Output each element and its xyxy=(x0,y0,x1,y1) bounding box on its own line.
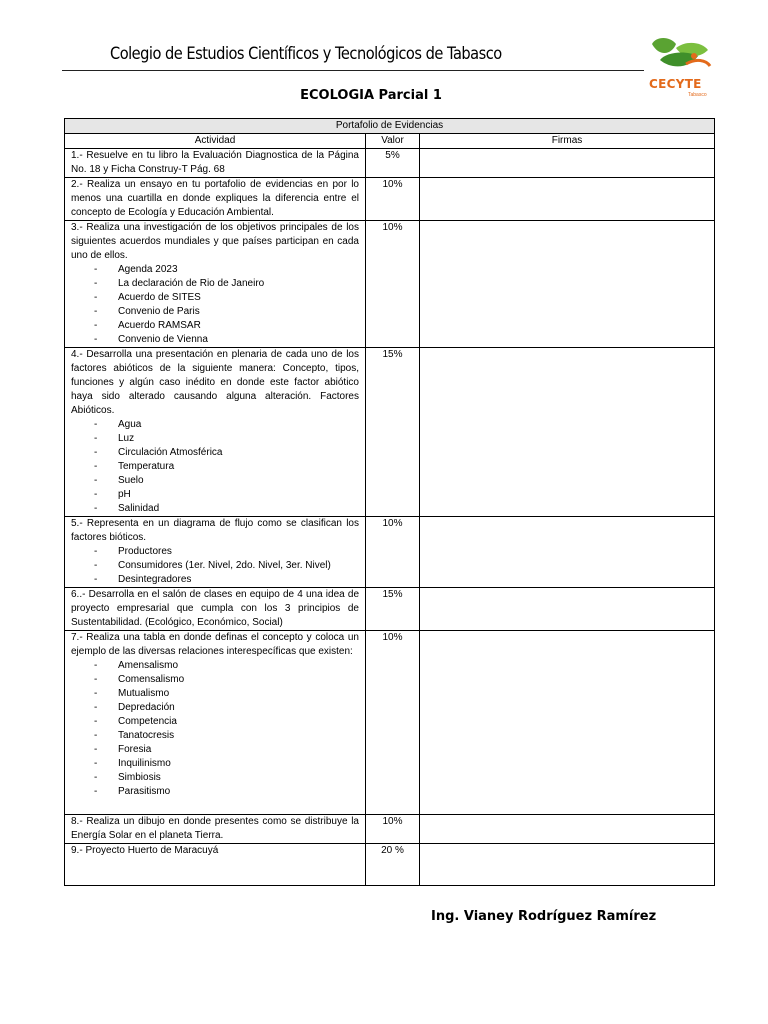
list-item: - Convenio de Paris xyxy=(71,305,359,319)
table-row xyxy=(65,221,715,348)
activity-cell xyxy=(65,149,366,178)
list-item: - Agua xyxy=(71,418,359,432)
list-item: - Comensalismo xyxy=(71,673,359,687)
activity-text: 7.- Realiza una tabla en donde definas el concepto y coloca un ejemplo de las diversas relaciones interespecíficas que existen: xyxy=(71,632,359,657)
value-cell: 10% xyxy=(366,815,420,844)
list-item: - Circulación Atmosférica xyxy=(71,446,359,460)
list-item: - Depredación xyxy=(71,701,359,715)
value-cell: 20 % xyxy=(366,844,420,886)
signature-cell xyxy=(420,149,715,178)
value-cell: 15% xyxy=(366,348,420,517)
activity-text: 3.- Realiza una investigación de los objetivos principales de los siguientes acuerdos mundiales y que países participan en cada uno de ellos. xyxy=(71,222,359,261)
list-item: - Luz xyxy=(71,432,359,446)
table-row xyxy=(65,348,715,517)
activity-cell xyxy=(65,348,366,517)
table-row xyxy=(65,588,715,631)
logo-wordmark: CECYTE xyxy=(649,77,702,91)
value-cell: 15% xyxy=(366,588,420,631)
list-item: - Competencia xyxy=(71,715,359,729)
signature-cell xyxy=(420,844,715,886)
value-cell: 10% xyxy=(366,517,420,588)
table-row xyxy=(65,815,715,844)
activity-cell xyxy=(65,631,366,815)
teacher-signature-name: Ing. Vianey Rodríguez Ramírez xyxy=(431,909,657,924)
list-item: - Temperatura xyxy=(71,460,359,474)
activity-text: 4.- Desarrolla una presentación en plenaria de cada uno de los factores abióticos de la siguiente manera: Concepto, tipos, funciones y algún caso inédito en donde este factor abiótico haya sido alterado causando alguna alteración. Factores Abióticos. xyxy=(71,349,359,416)
document-title: ECOLOGIA Parcial 1 xyxy=(300,88,442,103)
evidence-portfolio-table xyxy=(64,118,715,886)
signature-cell xyxy=(420,178,715,221)
list-item: - Agenda 2023 xyxy=(71,263,359,277)
list-item: - Foresia xyxy=(71,743,359,757)
activity-cell xyxy=(65,588,366,631)
activity-text: 2.- Realiza un ensayo en tu portafolio de evidencias en por lo menos una cuartilla en donde expliques la diferencia entre el concepto de Ecología y Educación Ambiental. xyxy=(71,179,359,218)
header-divider xyxy=(62,70,644,71)
list-item: - Parasitismo xyxy=(71,785,359,799)
table-row xyxy=(65,517,715,588)
column-header-value: Valor xyxy=(366,134,420,149)
signature-cell xyxy=(420,348,715,517)
signature-cell xyxy=(420,221,715,348)
activity-subitems xyxy=(71,545,359,587)
list-item: - Salinidad xyxy=(71,502,359,516)
list-item: - Convenio de Vienna xyxy=(71,333,359,347)
activity-subitems xyxy=(71,659,359,799)
value-cell: 10% xyxy=(366,221,420,348)
list-item: - Inquilinismo xyxy=(71,757,359,771)
list-item: - Suelo xyxy=(71,474,359,488)
activity-cell xyxy=(65,844,366,886)
activity-text: 6..- Desarrolla en el salón de clases en equipo de 4 una idea de proyecto empresarial que cumpla con los 3 principios de Sustentabilidad. (Ecológico, Económico, Social) xyxy=(71,589,359,628)
column-header-signatures: Firmas xyxy=(420,134,715,149)
activity-cell xyxy=(65,221,366,348)
signature-cell xyxy=(420,815,715,844)
list-item: - Amensalismo xyxy=(71,659,359,673)
list-item: - Productores xyxy=(71,545,359,559)
value-cell: 10% xyxy=(366,178,420,221)
table-row xyxy=(65,149,715,178)
list-item: - Desintegradores xyxy=(71,573,359,587)
signature-cell xyxy=(420,588,715,631)
list-item: - Mutualismo xyxy=(71,687,359,701)
activity-text: 8.- Realiza un dibujo en donde presentes como se distribuye la Energía Solar en el planeta Tierra. xyxy=(71,816,359,841)
table-row xyxy=(65,844,715,886)
table-caption: Portafolio de Evidencias xyxy=(65,119,715,134)
signature-cell xyxy=(420,631,715,815)
list-item: - Simbiosis xyxy=(71,771,359,785)
activity-text: 5.- Representa en un diagrama de flujo como se clasifican los factores bióticos. xyxy=(71,518,359,543)
table-row xyxy=(65,631,715,815)
list-item: - La declaración de Rio de Janeiro xyxy=(71,277,359,291)
list-item: - Consumidores (1er. Nivel, 2do. Nivel, 3er. Nivel) xyxy=(71,559,359,573)
signature-cell xyxy=(420,517,715,588)
activity-subitems xyxy=(71,263,359,347)
activity-text: 9.- Proyecto Huerto de Maracuyá xyxy=(71,845,219,856)
column-header-activity: Actividad xyxy=(65,134,366,149)
school-name-header: Colegio de Estudios Científicos y Tecnológicos de Tabasco xyxy=(110,44,502,64)
activity-text: 1.- Resuelve en tu libro la Evaluación Diagnostica de la Página No. 18 y Ficha Construy-T Pág. 68 xyxy=(71,150,359,175)
logo-subtext: Tabasco xyxy=(688,92,707,98)
activity-cell xyxy=(65,178,366,221)
list-item: - Acuerdo de SITES xyxy=(71,291,359,305)
value-cell: 10% xyxy=(366,631,420,815)
list-item: - pH xyxy=(71,488,359,502)
activity-subitems xyxy=(71,418,359,516)
list-item: - Tanatocresis xyxy=(71,729,359,743)
value-cell: 5% xyxy=(366,149,420,178)
activity-cell xyxy=(65,517,366,588)
table-row xyxy=(65,178,715,221)
list-item: - Acuerdo RAMSAR xyxy=(71,319,359,333)
activity-cell xyxy=(65,815,366,844)
